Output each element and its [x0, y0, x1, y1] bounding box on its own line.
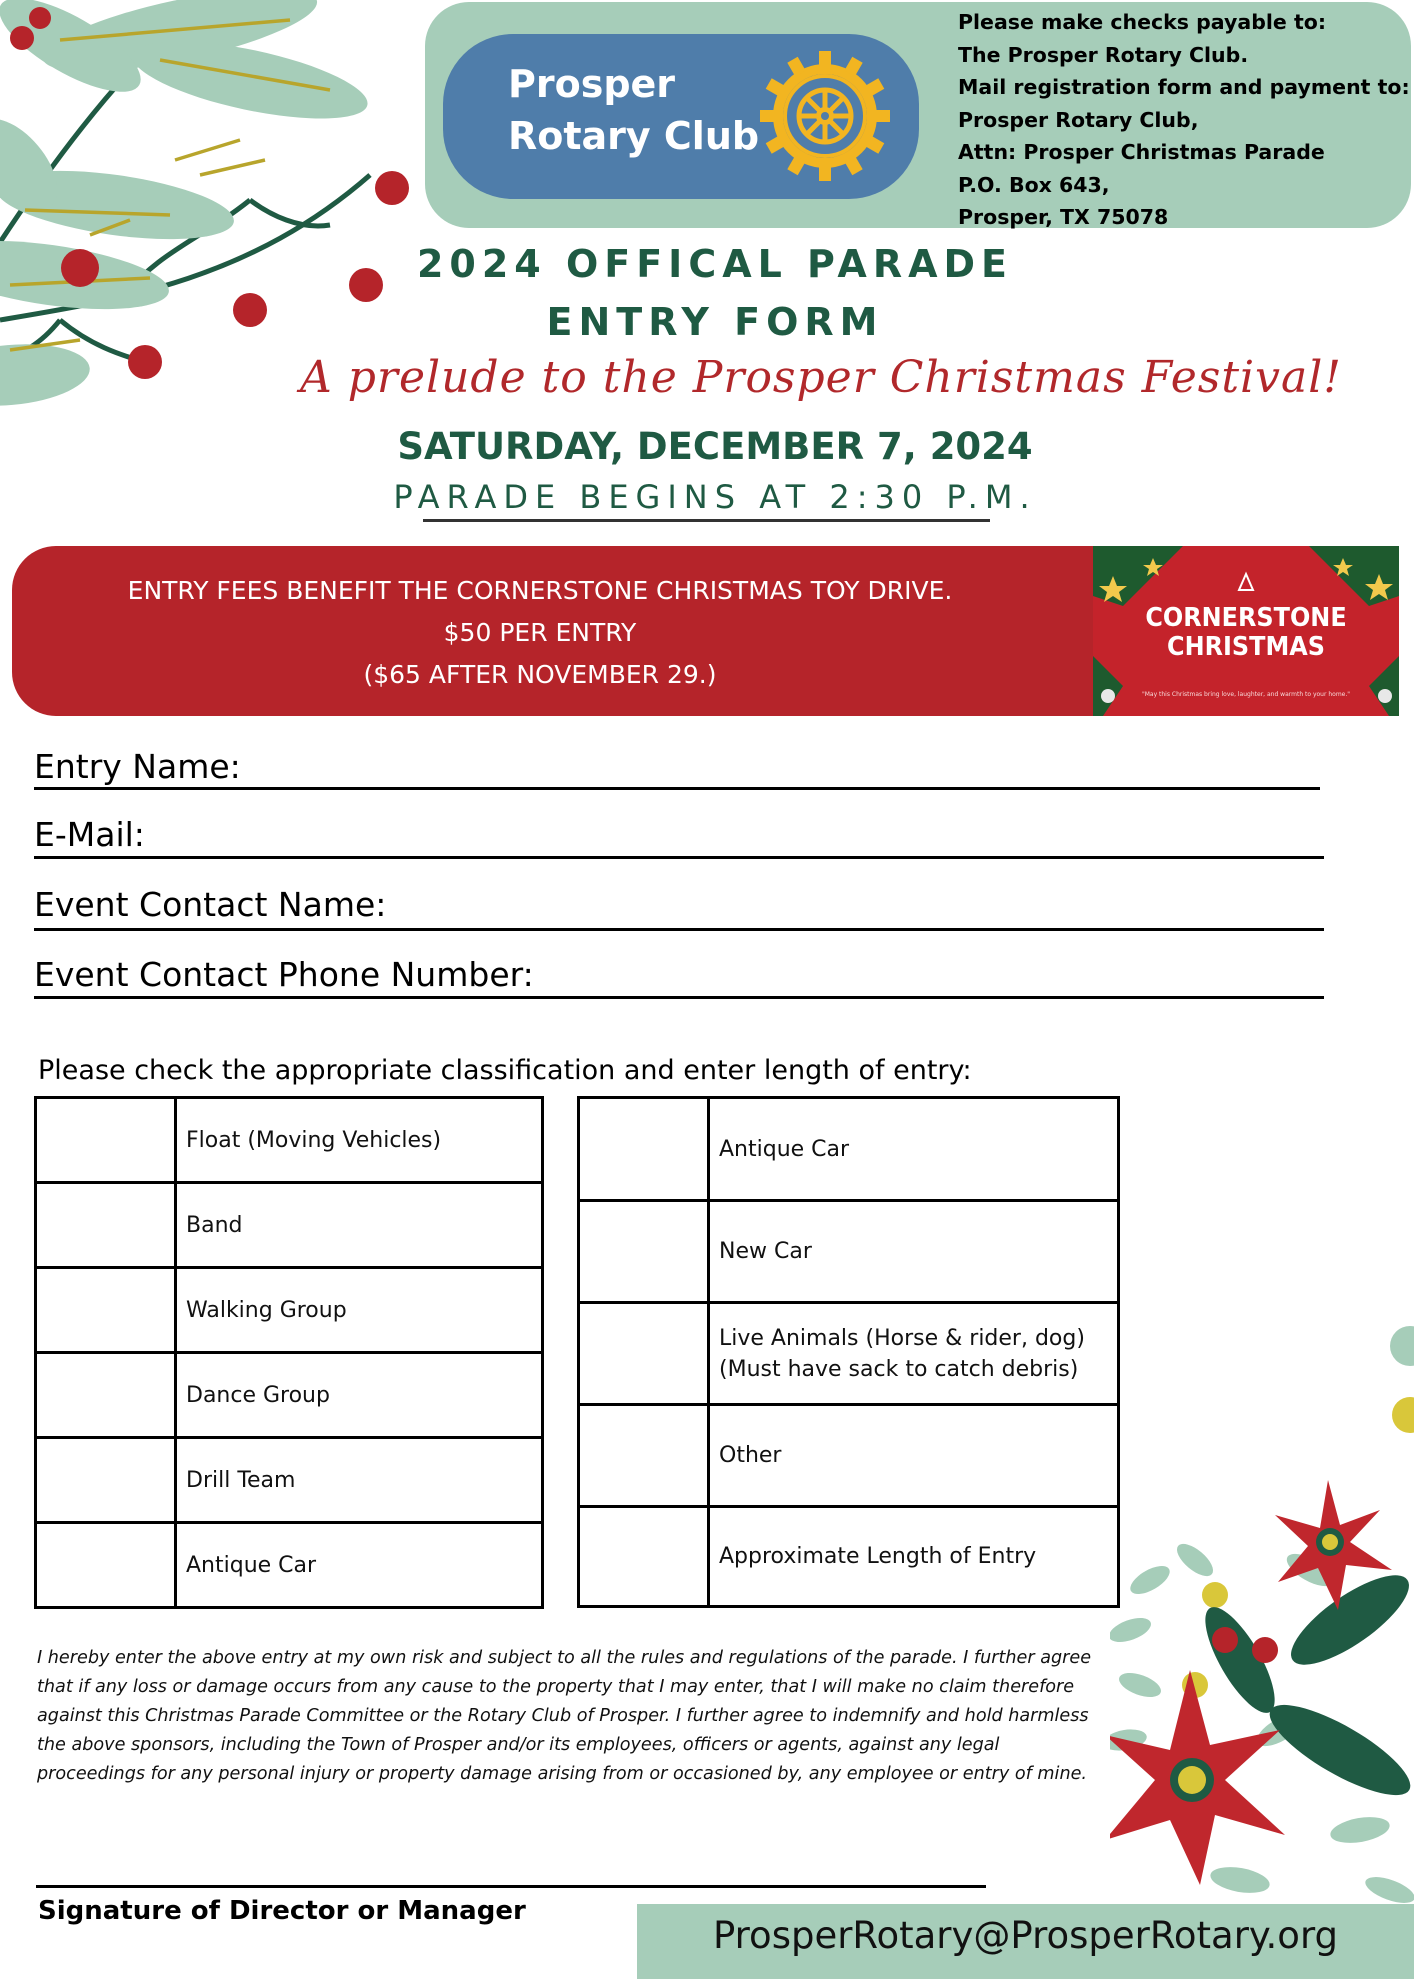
table-row	[579, 1201, 1119, 1303]
table-row	[579, 1405, 1119, 1507]
signature-field[interactable]	[36, 1885, 986, 1888]
cornerstone-christmas-image	[1093, 546, 1399, 716]
table-row	[579, 1303, 1119, 1405]
form-title-line-2: ENTRY FORM	[546, 300, 884, 344]
classification-label: Band	[176, 1183, 543, 1268]
liability-disclaimer: I hereby enter the above entry at my own risk and subject to all the rules and regulations of the parade. I further agree that if any loss or damage occurs from any cause to the property that I may enter, that I will make no claim therefore against this Christmas Parade Committee or the Rotary Club of Prosper. I further agree to indemnify and hold harmless the above sponsors, including the Town of Prosper and/or its employees, officers or agents, against any legal proceedings for any personal injury or property damage arising from or occasioned by, any employee or entry of mine.	[37, 1648, 1092, 1784]
entry-name-label: Entry Name:	[34, 747, 241, 786]
classification-label: Dance Group	[176, 1353, 543, 1438]
contact-phone-field[interactable]	[34, 996, 1324, 999]
fee-line-benefit: ENTRY FEES BENEFIT THE CORNERSTONE CHRISTMAS TOY DRIVE.	[127, 576, 953, 605]
mail-line: Prosper Rotary Club,	[958, 107, 1199, 132]
mail-line: Attn: Prosper Christmas Parade	[958, 140, 1325, 164]
checkbox-cell[interactable]	[579, 1405, 709, 1507]
parade-start-time: PARADE BEGINS AT 2:30 P.M.	[393, 478, 1037, 516]
email-label: E-Mail:	[34, 815, 145, 854]
table-row	[36, 1183, 543, 1268]
cornerstone-caption: "May this Christmas bring love, laughter, and warmth to your home."	[1141, 691, 1351, 698]
classification-instruction: Please check the appropriate classification and enter length of entry:	[38, 1055, 972, 1086]
checkbox-cell[interactable]	[36, 1183, 176, 1268]
parade-date: SATURDAY, DECEMBER 7, 2024	[397, 425, 1033, 468]
form-title-line-1: 2024 OFFICAL PARADE	[416, 242, 1014, 286]
classification-label: Float (Moving Vehicles)	[176, 1098, 543, 1183]
table-row	[36, 1353, 543, 1438]
checkbox-cell[interactable]	[579, 1201, 709, 1303]
mail-line: Mail registration form and payment to:	[958, 75, 1410, 99]
cornerstone-christmas-title	[1105, 604, 1387, 662]
divider	[423, 519, 990, 522]
mail-line: P.O. Box 643,	[958, 172, 1110, 197]
logo-line-1: Prosper	[508, 62, 676, 106]
rotary-wheel-icon	[760, 51, 890, 181]
contact-email[interactable]: ProsperRotary@ProsperRotary.org	[713, 1914, 1338, 1957]
mail-line: The Prosper Rotary Club.	[958, 42, 1249, 67]
entry-length-cell[interactable]	[579, 1507, 709, 1607]
checkbox-cell[interactable]	[36, 1098, 176, 1183]
signature-label: Signature of Director or Manager	[38, 1896, 526, 1926]
mail-line: Prosper, TX 75078	[958, 205, 1169, 229]
table-row	[36, 1268, 543, 1353]
poinsettia-decoration-bottom-right	[1110, 1310, 1414, 1910]
classification-label: Approximate Length of Entry	[709, 1507, 1119, 1607]
classification-table-right	[577, 1096, 1120, 1608]
table-row	[36, 1523, 543, 1608]
table-row	[579, 1507, 1119, 1607]
logo-line-2: Rotary Club	[508, 114, 760, 158]
contact-name-label: Event Contact Name:	[34, 885, 387, 924]
checkbox-cell[interactable]	[579, 1098, 709, 1201]
rotary-logo-text	[508, 58, 759, 162]
table-row	[36, 1098, 543, 1183]
table-row	[579, 1098, 1119, 1201]
mail-line: Please make checks payable to:	[958, 10, 1327, 34]
table-row	[36, 1438, 543, 1523]
contact-name-field[interactable]	[34, 928, 1324, 931]
festival-subtitle: A prelude to the Prosper Christmas Festival!	[300, 352, 1342, 403]
checkbox-cell[interactable]	[36, 1523, 176, 1608]
classification-label: Live Animals (Horse & rider, dog) (Must have sack to catch debris)	[709, 1303, 1119, 1405]
cs-title-line-1: CORNERSTONE	[1145, 603, 1347, 633]
classification-label: Other	[709, 1405, 1119, 1507]
entry-fee-text	[40, 570, 1040, 696]
checkbox-cell[interactable]	[579, 1303, 709, 1405]
classification-label: Drill Team	[176, 1438, 543, 1523]
contact-phone-label: Event Contact Phone Number:	[34, 955, 534, 994]
fee-line-price: $50 PER ENTRY	[443, 618, 637, 647]
fee-line-late-price: ($65 AFTER NOVEMBER 29.)	[363, 660, 717, 689]
classification-label: Antique Car	[709, 1098, 1119, 1201]
cs-title-line-2: CHRISTMAS	[1167, 632, 1325, 662]
classification-label: Walking Group	[176, 1268, 543, 1353]
checkbox-cell[interactable]	[36, 1268, 176, 1353]
classification-label: Antique Car	[176, 1523, 543, 1608]
email-field[interactable]	[34, 856, 1324, 859]
email-footer	[637, 1904, 1414, 1979]
checkbox-cell[interactable]	[36, 1353, 176, 1438]
classification-label: New Car	[709, 1201, 1119, 1303]
mailing-instructions	[958, 6, 1408, 234]
entry-name-field[interactable]	[34, 787, 1320, 790]
classification-table-left	[34, 1096, 544, 1609]
checkbox-cell[interactable]	[36, 1438, 176, 1523]
